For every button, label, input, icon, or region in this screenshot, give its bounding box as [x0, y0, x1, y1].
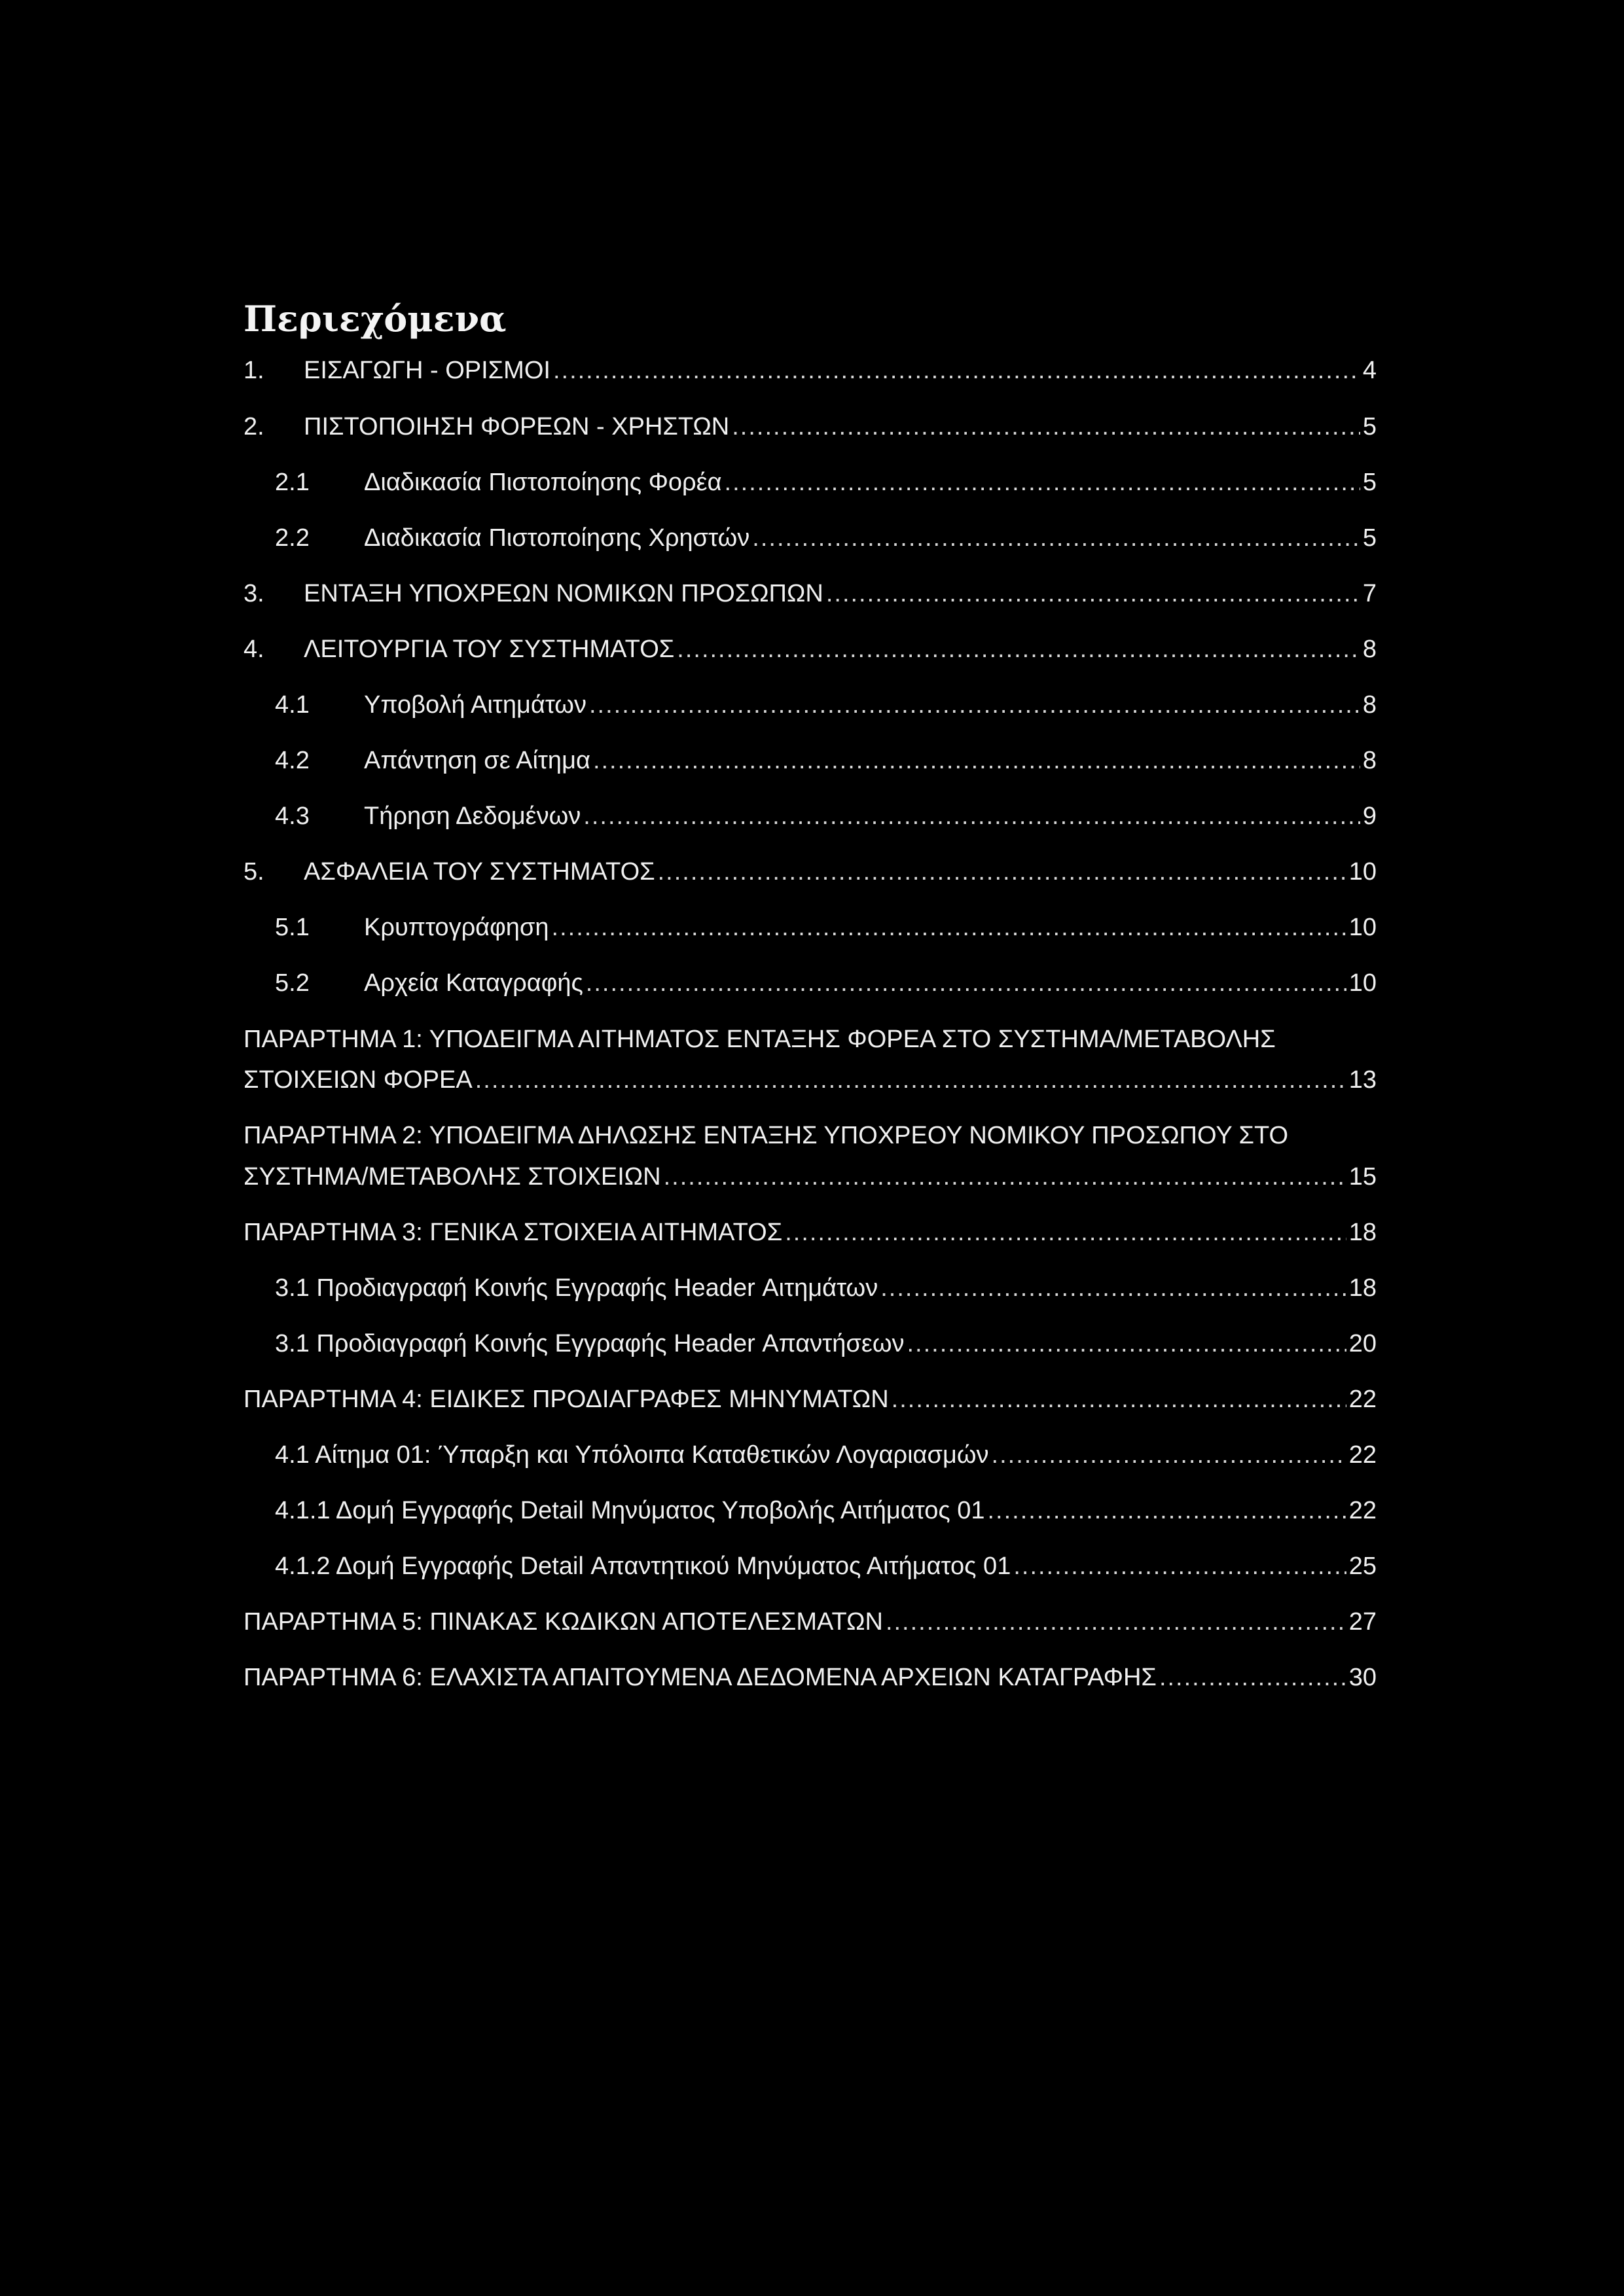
toc-entry-label: ΑΣΦΑΛΕΙΑ ΤΟΥ ΣΥΣΤΗΜΑΤΟΣ: [304, 858, 655, 886]
toc-entry-page: 8: [1362, 636, 1377, 663]
toc-entry-label: ΛΕΙΤΟΥΡΓΙΑ ΤΟΥ ΣΥΣΤΗΜΑΤΟΣ: [304, 636, 675, 663]
toc-entry-label: Διαδικασία Πιστοποίησης Χρηστών: [364, 524, 750, 552]
toc-entry-4-3[interactable]: [275, 799, 1377, 833]
toc-entry-page: 8: [1362, 747, 1377, 774]
toc-entry-2-1[interactable]: [275, 465, 1377, 499]
toc-entry-number: 4.3: [275, 802, 310, 830]
toc-entry-page: 27: [1348, 1608, 1377, 1636]
toc-entry-number: 4.1: [275, 691, 310, 719]
toc-entry-2-2[interactable]: [275, 521, 1377, 555]
toc-entry-page: 22: [1348, 1386, 1377, 1413]
toc-leader-dots: [992, 1438, 1346, 1472]
toc-leader-dots: [1013, 1549, 1346, 1583]
toc-entry-label: Απάντηση σε Αίτημα: [364, 747, 590, 774]
toc-entry-page: 4: [1362, 357, 1377, 384]
toc-entry-page: 5: [1362, 524, 1377, 552]
toc-leader-dots: [586, 966, 1346, 1000]
toc-entry-label: Τήρηση Δεδομένων: [364, 802, 581, 830]
toc-entry-label: ΕΙΣΑΓΩΓΗ - ΟΡΙΣΜΟΙ: [304, 357, 550, 384]
toc-entry-page: 9: [1362, 802, 1377, 830]
toc-entry-label: 3.1 Προδιαγραφή Κοινής Εγγραφής Header Απαντήσεων: [275, 1330, 905, 1357]
toc-leader-dots: [752, 521, 1360, 555]
toc-entry-label: Υποβολή Αιτημάτων: [364, 691, 586, 719]
toc-leader-dots: [553, 353, 1360, 387]
toc-entry-page: 25: [1348, 1552, 1377, 1580]
toc-leader-dots: [593, 744, 1360, 778]
toc-leader-dots: [987, 1494, 1346, 1528]
toc-entry-label: Διαδικασία Πιστοποίησης Φορέα: [364, 469, 722, 496]
toc-entry-2[interactable]: [244, 410, 1377, 444]
toc-entry-page: 30: [1348, 1664, 1377, 1691]
toc-entry-4-2[interactable]: [275, 744, 1377, 778]
toc-entry-number: 5.: [244, 858, 264, 886]
toc-entry-number: 4.2: [275, 747, 310, 774]
toc-leader-dots: [664, 1160, 1346, 1194]
toc-appendix-3-1-responses[interactable]: [275, 1327, 1377, 1361]
toc-leader-dots: [732, 410, 1360, 444]
toc-entry-page: 15: [1348, 1163, 1377, 1191]
toc-entry-label: 4.1 Αίτημα 01: Ύπαρξη και Υπόλοιπα Καταθετικών Λογαριασμών: [275, 1441, 989, 1469]
toc-entry-number: 5.1: [275, 914, 310, 941]
toc-entry-page: 20: [1348, 1330, 1377, 1357]
toc-entry-label: ΠΑΡΑΡΤΗΜΑ 3: ΓΕΝΙΚΑ ΣΤΟΙΧΕΙΑ ΑΙΤΗΜΑΤΟΣ: [244, 1219, 783, 1246]
toc-entry-page: 5: [1362, 413, 1377, 440]
toc-leader-dots: [658, 855, 1346, 889]
toc-entry-5[interactable]: [244, 855, 1377, 889]
toc-entry-number: 4.: [244, 636, 264, 663]
toc-entry-number: 1.: [244, 357, 264, 384]
toc-leader-dots: [677, 632, 1360, 666]
toc-entry-label: Αρχεία Καταγραφής: [364, 969, 583, 997]
toc-entry-number: 3.: [244, 580, 264, 607]
toc-entry-page: 22: [1348, 1441, 1377, 1469]
toc-entry-4[interactable]: [244, 632, 1377, 666]
toc-leader-dots: [583, 799, 1360, 833]
toc-appendix-5[interactable]: [244, 1605, 1377, 1639]
toc-entry-label: ΣΤΟΙΧΕΙΩΝ ΦΟΡΕΑ: [244, 1066, 473, 1094]
toc-entry-label: 3.1 Προδιαγραφή Κοινής Εγγραφής Header Αιτημάτων: [275, 1274, 878, 1302]
toc-leader-dots: [907, 1327, 1346, 1361]
toc-entry-page: 8: [1362, 691, 1377, 719]
toc-leader-dots: [1159, 1660, 1346, 1695]
toc-leader-dots: [589, 688, 1360, 722]
toc-appendix-6[interactable]: [244, 1660, 1377, 1695]
toc-leader-dots: [880, 1271, 1346, 1305]
toc-entry-page: 10: [1348, 858, 1377, 886]
toc-entry-page: 10: [1348, 914, 1377, 941]
toc-title: Περιεχόμενα: [244, 298, 507, 340]
toc-entry-label: 4.1.2 Δομή Εγγραφής Detail Απαντητικού Μηνύματος Αιτήματος 01: [275, 1552, 1011, 1580]
toc-entry-number: 2.2: [275, 524, 310, 552]
toc-entry-4-1[interactable]: [275, 688, 1377, 722]
toc-entry-3[interactable]: [244, 577, 1377, 611]
toc-entry-label: ΠΑΡΑΡΤΗΜΑ 6: ΕΛΑΧΙΣΤΑ ΑΠΑΙΤΟΥΜΕΝΑ ΔΕΔΟΜΕΝΑ ΑΡΧΕΙΩΝ ΚΑΤΑΓΡΑΦΗΣ: [244, 1664, 1157, 1691]
toc-leader-dots: [886, 1605, 1346, 1639]
toc-leader-dots: [892, 1382, 1346, 1416]
toc-appendix-3[interactable]: [244, 1215, 1377, 1249]
toc-entry-label: ΠΙΣΤΟΠΟΙΗΣΗ ΦΟΡΕΩΝ - ΧΡΗΣΤΩΝ: [304, 413, 730, 440]
toc-leader-dots: [826, 577, 1360, 611]
toc-appendix-2[interactable]: [244, 1160, 1377, 1194]
toc-entry-label: ΕΝΤΑΞΗ ΥΠΟΧΡΕΩΝ ΝΟΜΙΚΩΝ ΠΡΟΣΩΠΩΝ: [304, 580, 823, 607]
toc-appendix-4-1-2[interactable]: [275, 1549, 1377, 1583]
toc-entry-label: Κρυπτογράφηση: [364, 914, 549, 941]
toc-appendix-1[interactable]: [244, 1063, 1377, 1097]
toc-entry-label: 4.1.1 Δομή Εγγραφής Detail Μηνύματος Υποβολής Αιτήματος 01: [275, 1497, 985, 1524]
toc-leader-dots: [725, 465, 1360, 499]
toc-entry-label: ΣΥΣΤΗΜΑ/ΜΕΤΑΒΟΛΗΣ ΣΤΟΙΧΕΙΩΝ: [244, 1163, 661, 1191]
toc-entry-5-2[interactable]: [275, 966, 1377, 1000]
toc-appendix-1-line1[interactable]: ΠΑΡΑΡΤΗΜΑ 1: ΥΠΟΔΕΙΓΜΑ ΑΙΤΗΜΑΤΟΣ ΕΝΤΑΞΗΣ ΦΟΡΕΑ ΣΤΟ ΣΥΣΤΗΜΑ/ΜΕΤΑΒΟΛΗΣ: [244, 1026, 1276, 1053]
toc-entry-number: 5.2: [275, 969, 310, 997]
toc-appendix-2-line1[interactable]: ΠΑΡΑΡΤΗΜΑ 2: ΥΠΟΔΕΙΓΜΑ ΔΗΛΩΣΗΣ ΕΝΤΑΞΗΣ ΥΠΟΧΡΕΟΥ ΝΟΜΙΚΟΥ ΠΡΟΣΩΠΟΥ ΣΤΟ: [244, 1122, 1289, 1149]
toc-entry-page: 5: [1362, 469, 1377, 496]
toc-entry-page: 22: [1348, 1497, 1377, 1524]
toc-entry-page: 18: [1348, 1219, 1377, 1246]
toc-entry-label: ΠΑΡΑΡΤΗΜΑ 5: ΠΙΝΑΚΑΣ ΚΩΔΙΚΩΝ ΑΠΟΤΕΛΕΣΜΑΤΩΝ: [244, 1608, 883, 1636]
toc-appendix-4-1-1[interactable]: [275, 1494, 1377, 1528]
toc-appendix-3-1-requests[interactable]: [275, 1271, 1377, 1305]
toc-entry-number: 2.1: [275, 469, 310, 496]
toc-entry-label: ΠΑΡΑΡΤΗΜΑ 4: ΕΙΔΙΚΕΣ ΠΡΟΔΙΑΓΡΑΦΕΣ ΜΗΝΥΜΑΤΩΝ: [244, 1386, 889, 1413]
toc-appendix-4-1[interactable]: [275, 1438, 1377, 1472]
toc-leader-dots: [785, 1215, 1346, 1249]
toc-entry-number: 2.: [244, 413, 264, 440]
toc-appendix-4[interactable]: [244, 1382, 1377, 1416]
toc-entry-1[interactable]: [244, 353, 1377, 387]
toc-entry-5-1[interactable]: [275, 910, 1377, 944]
toc-entry-page: 10: [1348, 969, 1377, 997]
toc-leader-dots: [552, 910, 1346, 944]
toc-leader-dots: [475, 1063, 1346, 1097]
toc-entry-page: 7: [1362, 580, 1377, 607]
toc-entry-page: 18: [1348, 1274, 1377, 1302]
toc-entry-page: 13: [1348, 1066, 1377, 1094]
